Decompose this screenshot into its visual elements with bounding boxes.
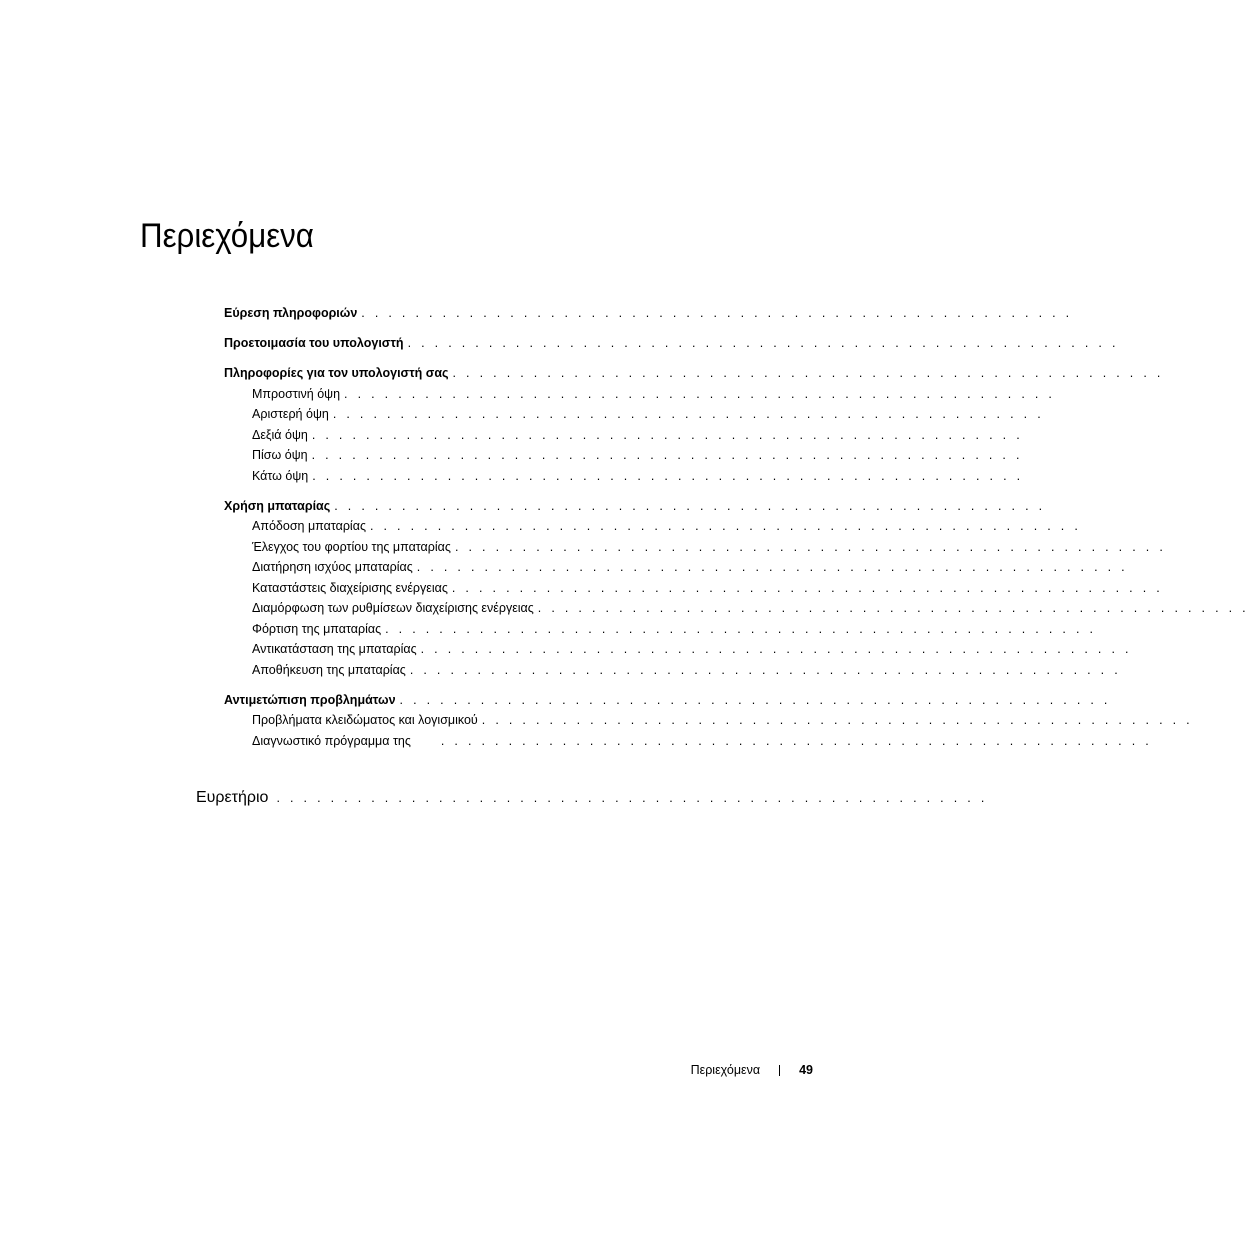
toc-entry-label: Εύρεση πληροφοριών <box>224 303 361 324</box>
toc-subentry[interactable] <box>224 404 1044 425</box>
dot-leader: . . . . . . . . . . . . . . . . . . . . . . . . . . . . . . . . . . . . . . . . . . . . . . . . . . . . . <box>409 662 1121 677</box>
toc-subentry[interactable] <box>224 537 1167 558</box>
toc-entry-label: Διαμόρφωση των ρυθμίσεων διαχείρισης ενέργειας <box>252 598 538 619</box>
toc-subentry[interactable] <box>224 619 1097 640</box>
toc-entry-label: Μπροστινή όψη <box>252 384 344 405</box>
toc-entry-label: Απόδοση μπαταρίας <box>252 516 370 537</box>
toc-entry-label: Αριστερή όψη <box>252 404 333 425</box>
toc-entry-label: Δεξιά όψη <box>252 425 312 446</box>
toc-subentry[interactable] <box>224 516 1082 537</box>
toc-subentry[interactable] <box>224 578 1164 599</box>
footer-section-title: Περιεχόμενα <box>690 1063 761 1077</box>
footer-divider <box>779 1065 780 1076</box>
page-title: Περιεχόμενα <box>140 217 314 255</box>
toc-subentry[interactable] <box>224 445 1023 466</box>
dot-leader: . . . . . . . . . . . . . . . . . . . . . . . . . . . . . . . . . . . . . . . . . . . . . . . . . . . . . <box>416 560 1128 574</box>
dot-leader: . . . . . . . . . . . . . . . . . . . . . . . . . . . . . . . . . . . . . . . . . . . . . . . . . . . . . <box>332 407 1044 421</box>
dot-leader: . . . . . . . . . . . . . . . . . . . . . . . . . . . . . . . . . . . . . . . . . . . . . . . . . . . . . <box>454 539 1167 554</box>
dot-leader: . . . . . . . . . . . . . . . . . . . . . . . . . . . . . . . . . . . . . . . . . . . . . . . . . . . . . <box>344 386 1056 401</box>
toc-subentry[interactable] <box>224 731 1153 752</box>
toc-subentry[interactable] <box>224 557 1128 578</box>
toc-subentry[interactable] <box>224 639 1132 660</box>
index-entry-label: Ευρετήριο <box>196 789 269 806</box>
toc-subentry[interactable] <box>224 466 1024 487</box>
toc-entry-label: Κάτω όψη <box>252 466 312 487</box>
toc-subentry[interactable] <box>224 598 1249 619</box>
toc-entry-label: Φόρτιση της μπαταρίας <box>252 619 385 640</box>
dot-leader: . . . . . . . . . . . . . . . . . . . . . . . . . . . . . . . . . . . . . . . . . . . . . . . . . . . . . <box>399 692 1111 707</box>
page-number: 49 <box>799 1063 813 1077</box>
dot-leader: . . . . . . . . . . . . . . . . . . . . . . . . . . . . . . . . . . . . . . . . . . . . . . . . . . . . . <box>407 336 1119 350</box>
toc-entry[interactable] <box>224 363 1164 384</box>
toc-subentry[interactable] <box>224 384 1056 405</box>
dot-leader: . . . . . . . . . . . . . . . . . . . . . . . . . . . . . . . . . . . . . . . . . . . . . . . . . . . . . <box>481 713 1193 727</box>
dot-leader: . . . . . . . . . . . . . . . . . . . . . . . . . . . . . . . . . . . . . . . . . . . . . . . . . . . . . <box>334 498 1046 513</box>
dot-leader: . . . . . . . . . . . . . . . . . . . . . . . . . . . . . . . . . . . . . . . . . . . . . . . . . . . . . <box>537 601 1249 615</box>
toc-entry-label: Προετοιμασία του υπολογιστή <box>224 333 408 354</box>
dot-leader: . . . . . . . . . . . . . . . . . . . . . . . . . . . . . . . . . . . . . . . . . . . . . . . . . . . . . <box>311 448 1023 462</box>
dot-leader: . . . . . . . . . . . . . . . . . . . . . . . . . . . . . . . . . . . . . . . . . . . . . . . . . . . . . <box>361 306 1073 320</box>
toc-entry-label: Πίσω όψη <box>252 445 312 466</box>
toc-entry-label: Χρήση μπαταρίας <box>224 496 334 517</box>
toc-entry-label: Διατήρηση ισχύος μπαταρίας <box>252 557 417 578</box>
dot-leader: . . . . . . . . . . . . . . . . . . . . . . . . . . . . . . . . . . . . . . . . . . . . . . . . . . . . . <box>452 366 1164 380</box>
toc-entry-label: Αποθήκευση της μπαταρίας <box>252 660 410 681</box>
table-of-contents <box>224 303 1249 751</box>
dot-leader: . . . . . . . . . . . . . . . . . . . . . . . . . . . . . . . . . . . . . . . . . . . . . . . . . . . . . <box>451 580 1164 595</box>
toc-entry[interactable] <box>224 333 1119 354</box>
toc-entry-label: Πληροφορίες για τον υπολογιστή σας <box>224 363 453 384</box>
toc-subentry[interactable] <box>224 660 1121 681</box>
dot-leader: . . . . . . . . . . . . . . . . . . . . . . . . . . . . . . . . . . . . . . . . . . . . . . . . . . . . . <box>420 642 1132 656</box>
dot-leader: . . . . . . . . . . . . . . . . . . . . . . . . . . . . . . . . . . . . . . . . . . . . . . . . . . . . . <box>276 791 988 805</box>
toc-entry-label: Προβλήματα κλειδώματος και λογισμικού <box>252 710 482 731</box>
toc-entry[interactable] <box>224 496 1046 517</box>
toc-subentry[interactable] <box>224 425 1023 446</box>
toc-subentry[interactable] <box>224 710 1193 731</box>
index-entry[interactable] <box>196 787 988 809</box>
toc-entry-label: Καταστάστεις διαχείρισης ενέργειας <box>252 578 452 599</box>
toc-entry[interactable] <box>224 690 1111 711</box>
toc-entry-label: Έλεγχος του φορτίου της μπαταρίας <box>252 537 455 558</box>
dot-leader: . . . . . . . . . . . . . . . . . . . . . . . . . . . . . . . . . . . . . . . . . . . . . . . . . . . . . <box>311 427 1023 442</box>
dot-leader: . . . . . . . . . . . . . . . . . . . . . . . . . . . . . . . . . . . . . . . . . . . . . . . . . . . . . <box>440 733 1153 748</box>
dot-leader: . . . . . . . . . . . . . . . . . . . . . . . . . . . . . . . . . . . . . . . . . . . . . . . . . . . . . <box>369 519 1082 533</box>
toc-entry-label: Διαγνωστικό πρόγραμμα της <box>252 731 441 752</box>
dot-leader: . . . . . . . . . . . . . . . . . . . . . . . . . . . . . . . . . . . . . . . . . . . . . . . . . . . . . <box>385 621 1097 636</box>
dot-leader: . . . . . . . . . . . . . . . . . . . . . . . . . . . . . . . . . . . . . . . . . . . . . . . . . . . . . <box>312 468 1024 483</box>
page-footer <box>691 1061 813 1079</box>
toc-entry[interactable] <box>224 303 1073 324</box>
toc-entry-label: Αντιμετώπιση προβλημάτων <box>224 690 400 711</box>
toc-entry-label: Αντικατάσταση της μπαταρίας <box>252 639 421 660</box>
